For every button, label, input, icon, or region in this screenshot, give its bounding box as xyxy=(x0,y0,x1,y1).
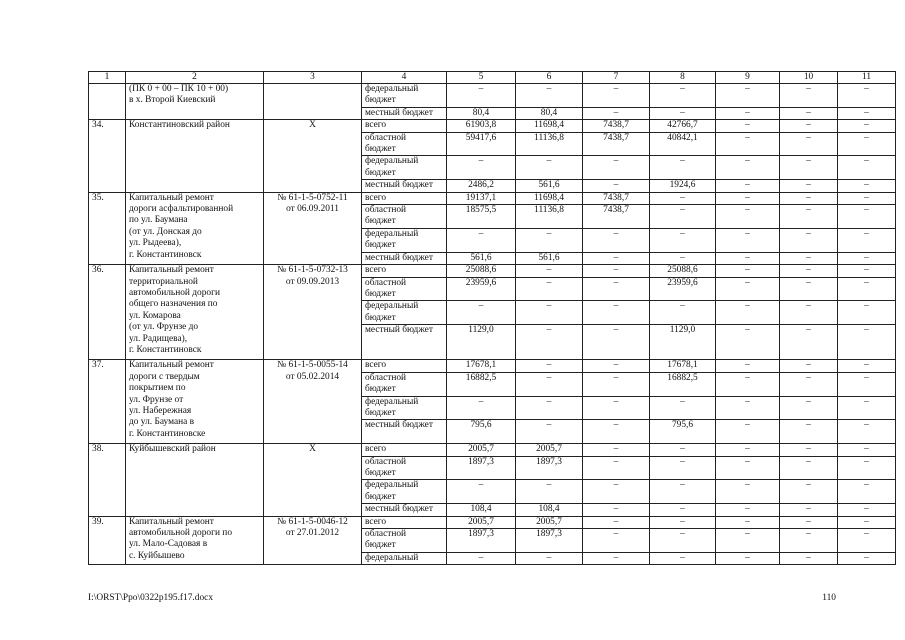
table-row xyxy=(89,516,896,528)
table-cell xyxy=(264,84,362,120)
table-cell: – xyxy=(650,107,716,119)
table-cell: № 61-1-5-0732-13 от 09.09.2013 xyxy=(264,265,362,360)
column-number: 3 xyxy=(264,72,362,84)
table-cell: 795,6 xyxy=(447,420,516,444)
table-cell: 25088,6 xyxy=(650,265,716,277)
table-cell: – xyxy=(516,265,583,277)
table-cell: – xyxy=(780,265,838,277)
table-cell: № 61-1-5-0055-14 от 05.02.2014 xyxy=(264,360,362,444)
table-cell: 1897,3 xyxy=(516,528,583,552)
table-cell: – xyxy=(838,301,896,325)
table-cell: – xyxy=(716,120,780,132)
table-cell: 80,4 xyxy=(516,107,583,119)
table-cell: – xyxy=(838,325,896,360)
table-cell: – xyxy=(650,156,716,180)
table-cell: – xyxy=(516,396,583,420)
table-cell: – xyxy=(838,205,896,229)
table-cell: – xyxy=(716,396,780,420)
table-cell: 23959,6 xyxy=(447,277,516,301)
table-row xyxy=(89,360,896,372)
table-cell: – xyxy=(650,84,716,108)
table-cell: – xyxy=(838,420,896,444)
table-cell: – xyxy=(780,360,838,372)
column-number: 9 xyxy=(716,72,780,84)
table-cell: 61903,8 xyxy=(447,120,516,132)
table-cell: федеральный xyxy=(362,552,447,564)
table-cell: – xyxy=(780,132,838,156)
table-row xyxy=(89,192,896,204)
table-cell: 1897,3 xyxy=(447,456,516,480)
table-cell: – xyxy=(583,360,650,372)
table-cell: – xyxy=(716,228,780,252)
table-cell: – xyxy=(838,84,896,108)
table-cell: – xyxy=(716,360,780,372)
table-cell: областной бюджет xyxy=(362,456,447,480)
table-cell: – xyxy=(716,552,780,564)
table-cell: областной бюджет xyxy=(362,277,447,301)
table-cell: – xyxy=(716,372,780,396)
table-cell: – xyxy=(780,528,838,552)
table-cell: – xyxy=(780,552,838,564)
table-cell: – xyxy=(838,552,896,564)
table-cell: – xyxy=(780,205,838,229)
table-cell: – xyxy=(447,396,516,420)
table-cell: – xyxy=(583,156,650,180)
table-cell: – xyxy=(583,504,650,516)
table-cell: – xyxy=(650,528,716,552)
table-cell: Капитальный ремонт дороги асфальтированной по ул. Баумана (от ул. Донская до ул. Рыдеева), г. Константиновск xyxy=(126,192,264,264)
table-cell: – xyxy=(583,444,650,456)
table-cell: – xyxy=(516,480,583,504)
table-cell: – xyxy=(780,372,838,396)
table-cell: – xyxy=(716,180,780,192)
table-cell: – xyxy=(838,516,896,528)
table-cell: – xyxy=(838,504,896,516)
table-cell: – xyxy=(583,552,650,564)
table-row xyxy=(89,444,896,456)
table-cell: – xyxy=(716,301,780,325)
table-cell: – xyxy=(716,277,780,301)
table-cell: местный бюджет xyxy=(362,504,447,516)
table-cell: федеральный бюджет xyxy=(362,228,447,252)
table-cell: 7438,7 xyxy=(583,192,650,204)
table-cell: – xyxy=(650,516,716,528)
table-cell: – xyxy=(447,84,516,108)
column-number: 1 xyxy=(89,72,126,84)
table-cell: – xyxy=(716,456,780,480)
table-cell: – xyxy=(447,552,516,564)
table-cell: – xyxy=(583,528,650,552)
table-cell: – xyxy=(516,372,583,396)
table-cell: – xyxy=(650,552,716,564)
table-cell: федеральный бюджет xyxy=(362,84,447,108)
table-cell: – xyxy=(716,156,780,180)
table-cell: – xyxy=(650,444,716,456)
table-cell: – xyxy=(583,372,650,396)
table-cell: местный бюджет xyxy=(362,325,447,360)
table-cell: 39. xyxy=(89,516,126,565)
table-cell: – xyxy=(583,265,650,277)
table-cell: – xyxy=(516,84,583,108)
table-cell: 1129,0 xyxy=(447,325,516,360)
table-cell: 1924,6 xyxy=(650,180,716,192)
table-cell: Х xyxy=(264,444,362,516)
table-cell: 36. xyxy=(89,265,126,360)
table-cell: – xyxy=(650,301,716,325)
table-cell: – xyxy=(650,480,716,504)
table-cell: – xyxy=(780,228,838,252)
table-cell: – xyxy=(650,396,716,420)
table-cell: – xyxy=(838,252,896,264)
column-number: 4 xyxy=(362,72,447,84)
table-row xyxy=(89,265,896,277)
table-cell: – xyxy=(716,444,780,456)
table-cell: 37. xyxy=(89,360,126,444)
table-cell: – xyxy=(716,325,780,360)
table-cell: 1129,0 xyxy=(650,325,716,360)
table-cell: 2005,7 xyxy=(447,444,516,456)
table-cell: – xyxy=(516,360,583,372)
table-cell: Константиновский район xyxy=(126,120,264,192)
table-cell: – xyxy=(516,552,583,564)
table-cell: – xyxy=(780,107,838,119)
table-cell: – xyxy=(447,156,516,180)
table-cell: – xyxy=(650,456,716,480)
table-cell: 1897,3 xyxy=(447,528,516,552)
table-cell: – xyxy=(838,120,896,132)
table-cell: федеральный бюджет xyxy=(362,396,447,420)
column-number: 8 xyxy=(650,72,716,84)
table-cell: – xyxy=(447,480,516,504)
table-cell: всего xyxy=(362,192,447,204)
table-cell: – xyxy=(583,456,650,480)
table-cell: (ПК 0 + 00 – ПК 10 + 00) в х. Второй Киевский xyxy=(126,84,264,120)
table-cell: областной бюджет xyxy=(362,132,447,156)
table-cell: – xyxy=(838,396,896,420)
table-cell: всего xyxy=(362,360,447,372)
table-cell: 11136,8 xyxy=(516,205,583,229)
table-cell xyxy=(89,84,126,120)
table-cell: 38. xyxy=(89,444,126,516)
table-cell: 19137,1 xyxy=(447,192,516,204)
table-cell: – xyxy=(838,444,896,456)
page-number: 110 xyxy=(822,593,836,603)
table-cell: – xyxy=(516,301,583,325)
table-cell: – xyxy=(583,228,650,252)
table-cell: – xyxy=(583,301,650,325)
table-cell: 23959,6 xyxy=(650,277,716,301)
table-cell: – xyxy=(838,192,896,204)
table-cell: – xyxy=(838,372,896,396)
table-cell: всего xyxy=(362,265,447,277)
table-cell: местный бюджет xyxy=(362,252,447,264)
table-cell: 40842,1 xyxy=(650,132,716,156)
table-cell: – xyxy=(716,420,780,444)
table-cell: – xyxy=(780,84,838,108)
table-cell: – xyxy=(716,504,780,516)
table-cell: 18575,5 xyxy=(447,205,516,229)
table-cell: 1897,3 xyxy=(516,456,583,480)
table-cell: всего xyxy=(362,444,447,456)
table-cell: – xyxy=(716,252,780,264)
table-cell: – xyxy=(447,301,516,325)
table-cell: – xyxy=(780,516,838,528)
table-cell: 80,4 xyxy=(447,107,516,119)
table-row xyxy=(89,84,896,108)
table-cell: 34. xyxy=(89,120,126,192)
table-cell: – xyxy=(838,107,896,119)
table-cell: № 61-1-5-0752-11 от 06.09.2011 xyxy=(264,192,362,264)
table-cell: – xyxy=(780,301,838,325)
table-cell: местный бюджет xyxy=(362,420,447,444)
table-cell: – xyxy=(447,228,516,252)
table-cell: 561,6 xyxy=(516,180,583,192)
table-cell: 11698,4 xyxy=(516,192,583,204)
table-cell: № 61-1-5-0046-12 от 27.01.2012 xyxy=(264,516,362,565)
table-cell: – xyxy=(838,132,896,156)
table-cell: федеральный бюджет xyxy=(362,480,447,504)
table-cell: – xyxy=(716,205,780,229)
table-cell: – xyxy=(716,516,780,528)
table-cell: – xyxy=(838,228,896,252)
table-cell: 108,4 xyxy=(447,504,516,516)
financing-table xyxy=(88,71,896,565)
table-cell: – xyxy=(780,192,838,204)
table-cell: – xyxy=(838,277,896,301)
table-cell: Капитальный ремонт дороги с твердым покрытием по ул. Фрунзе от ул. Набережная до ул. Баумана в г. Константиновске xyxy=(126,360,264,444)
table-cell: 25088,6 xyxy=(447,265,516,277)
column-number: 11 xyxy=(838,72,896,84)
column-number-row xyxy=(89,72,896,84)
table-cell: 795,6 xyxy=(650,420,716,444)
table-cell: – xyxy=(780,456,838,480)
column-number: 6 xyxy=(516,72,583,84)
table-cell: 561,6 xyxy=(516,252,583,264)
table-cell: – xyxy=(583,180,650,192)
table-cell: 561,6 xyxy=(447,252,516,264)
table-cell: – xyxy=(583,396,650,420)
table-cell: областной бюджет xyxy=(362,372,447,396)
table-cell: – xyxy=(650,504,716,516)
table-cell: Куйбышевский район xyxy=(126,444,264,516)
table-cell: – xyxy=(780,396,838,420)
table-cell: – xyxy=(583,480,650,504)
table-cell: – xyxy=(583,277,650,301)
table-cell: 108,4 xyxy=(516,504,583,516)
table-cell: – xyxy=(838,265,896,277)
table-cell: местный бюджет xyxy=(362,107,447,119)
table-cell: – xyxy=(583,325,650,360)
table-cell: – xyxy=(838,156,896,180)
table-cell: 42766,7 xyxy=(650,120,716,132)
table-cell: 11136,8 xyxy=(516,132,583,156)
table-cell: – xyxy=(516,325,583,360)
column-number: 5 xyxy=(447,72,516,84)
table-cell: 7438,7 xyxy=(583,205,650,229)
table-cell: – xyxy=(650,228,716,252)
table-cell: местный бюджет xyxy=(362,180,447,192)
table-cell: 35. xyxy=(89,192,126,264)
column-number: 10 xyxy=(780,72,838,84)
table-cell: всего xyxy=(362,120,447,132)
table-cell: – xyxy=(780,480,838,504)
column-number: 7 xyxy=(583,72,650,84)
column-number: 2 xyxy=(126,72,264,84)
table-cell: – xyxy=(716,265,780,277)
document-file-path: I:\ORST\Ppo\0322p195.f17.docx xyxy=(88,593,214,603)
table-cell: – xyxy=(583,84,650,108)
table-cell: областной бюджет xyxy=(362,205,447,229)
table-cell: – xyxy=(583,420,650,444)
table-row xyxy=(89,120,896,132)
table-cell: 2486,2 xyxy=(447,180,516,192)
table-cell: – xyxy=(516,277,583,301)
table-cell: – xyxy=(780,420,838,444)
table-cell: – xyxy=(716,132,780,156)
table-cell: – xyxy=(650,252,716,264)
table-cell: – xyxy=(716,84,780,108)
table-cell: 16882,5 xyxy=(447,372,516,396)
table-cell: – xyxy=(516,156,583,180)
table-cell: – xyxy=(716,528,780,552)
table-cell: – xyxy=(780,325,838,360)
table-cell: – xyxy=(780,252,838,264)
table-cell: 59417,6 xyxy=(447,132,516,156)
table-cell: – xyxy=(583,107,650,119)
table-cell: 11698,4 xyxy=(516,120,583,132)
table-cell: – xyxy=(780,180,838,192)
table-cell: – xyxy=(650,205,716,229)
table-cell: – xyxy=(516,420,583,444)
table-cell: федеральный бюджет xyxy=(362,156,447,180)
table-cell: 2005,7 xyxy=(516,444,583,456)
table-cell: – xyxy=(716,192,780,204)
table-cell: – xyxy=(780,277,838,301)
table-cell: – xyxy=(583,252,650,264)
table-cell: 2005,7 xyxy=(516,516,583,528)
table-cell: Капитальный ремонт территориальной автомобильной дороги общего назначения по ул. Комарова (от ул. Фрунзе до ул. Радищева), г. Константиновск xyxy=(126,265,264,360)
table-cell: – xyxy=(838,360,896,372)
table-cell: – xyxy=(780,156,838,180)
table-cell: – xyxy=(838,480,896,504)
table-cell: – xyxy=(583,516,650,528)
table-cell: – xyxy=(780,120,838,132)
table-cell: – xyxy=(838,456,896,480)
table-cell: федеральный бюджет xyxy=(362,301,447,325)
table-cell: – xyxy=(838,180,896,192)
table-cell: областной бюджет xyxy=(362,528,447,552)
table-cell: Капитальный ремонт автомобильной дороги по ул. Мало-Садовая в с. Куйбышево xyxy=(126,516,264,565)
table-cell: – xyxy=(516,228,583,252)
table-cell: – xyxy=(716,107,780,119)
table-cell: – xyxy=(780,504,838,516)
table-cell: – xyxy=(838,528,896,552)
table-cell: 16882,5 xyxy=(650,372,716,396)
table-cell: – xyxy=(716,480,780,504)
table-cell: 7438,7 xyxy=(583,132,650,156)
table-cell: – xyxy=(650,192,716,204)
table-cell: 7438,7 xyxy=(583,120,650,132)
table-cell: 17678,1 xyxy=(650,360,716,372)
table-cell: Х xyxy=(264,120,362,192)
table-cell: 2005,7 xyxy=(447,516,516,528)
table-cell: 17678,1 xyxy=(447,360,516,372)
table-cell: – xyxy=(780,444,838,456)
table-cell: всего xyxy=(362,516,447,528)
